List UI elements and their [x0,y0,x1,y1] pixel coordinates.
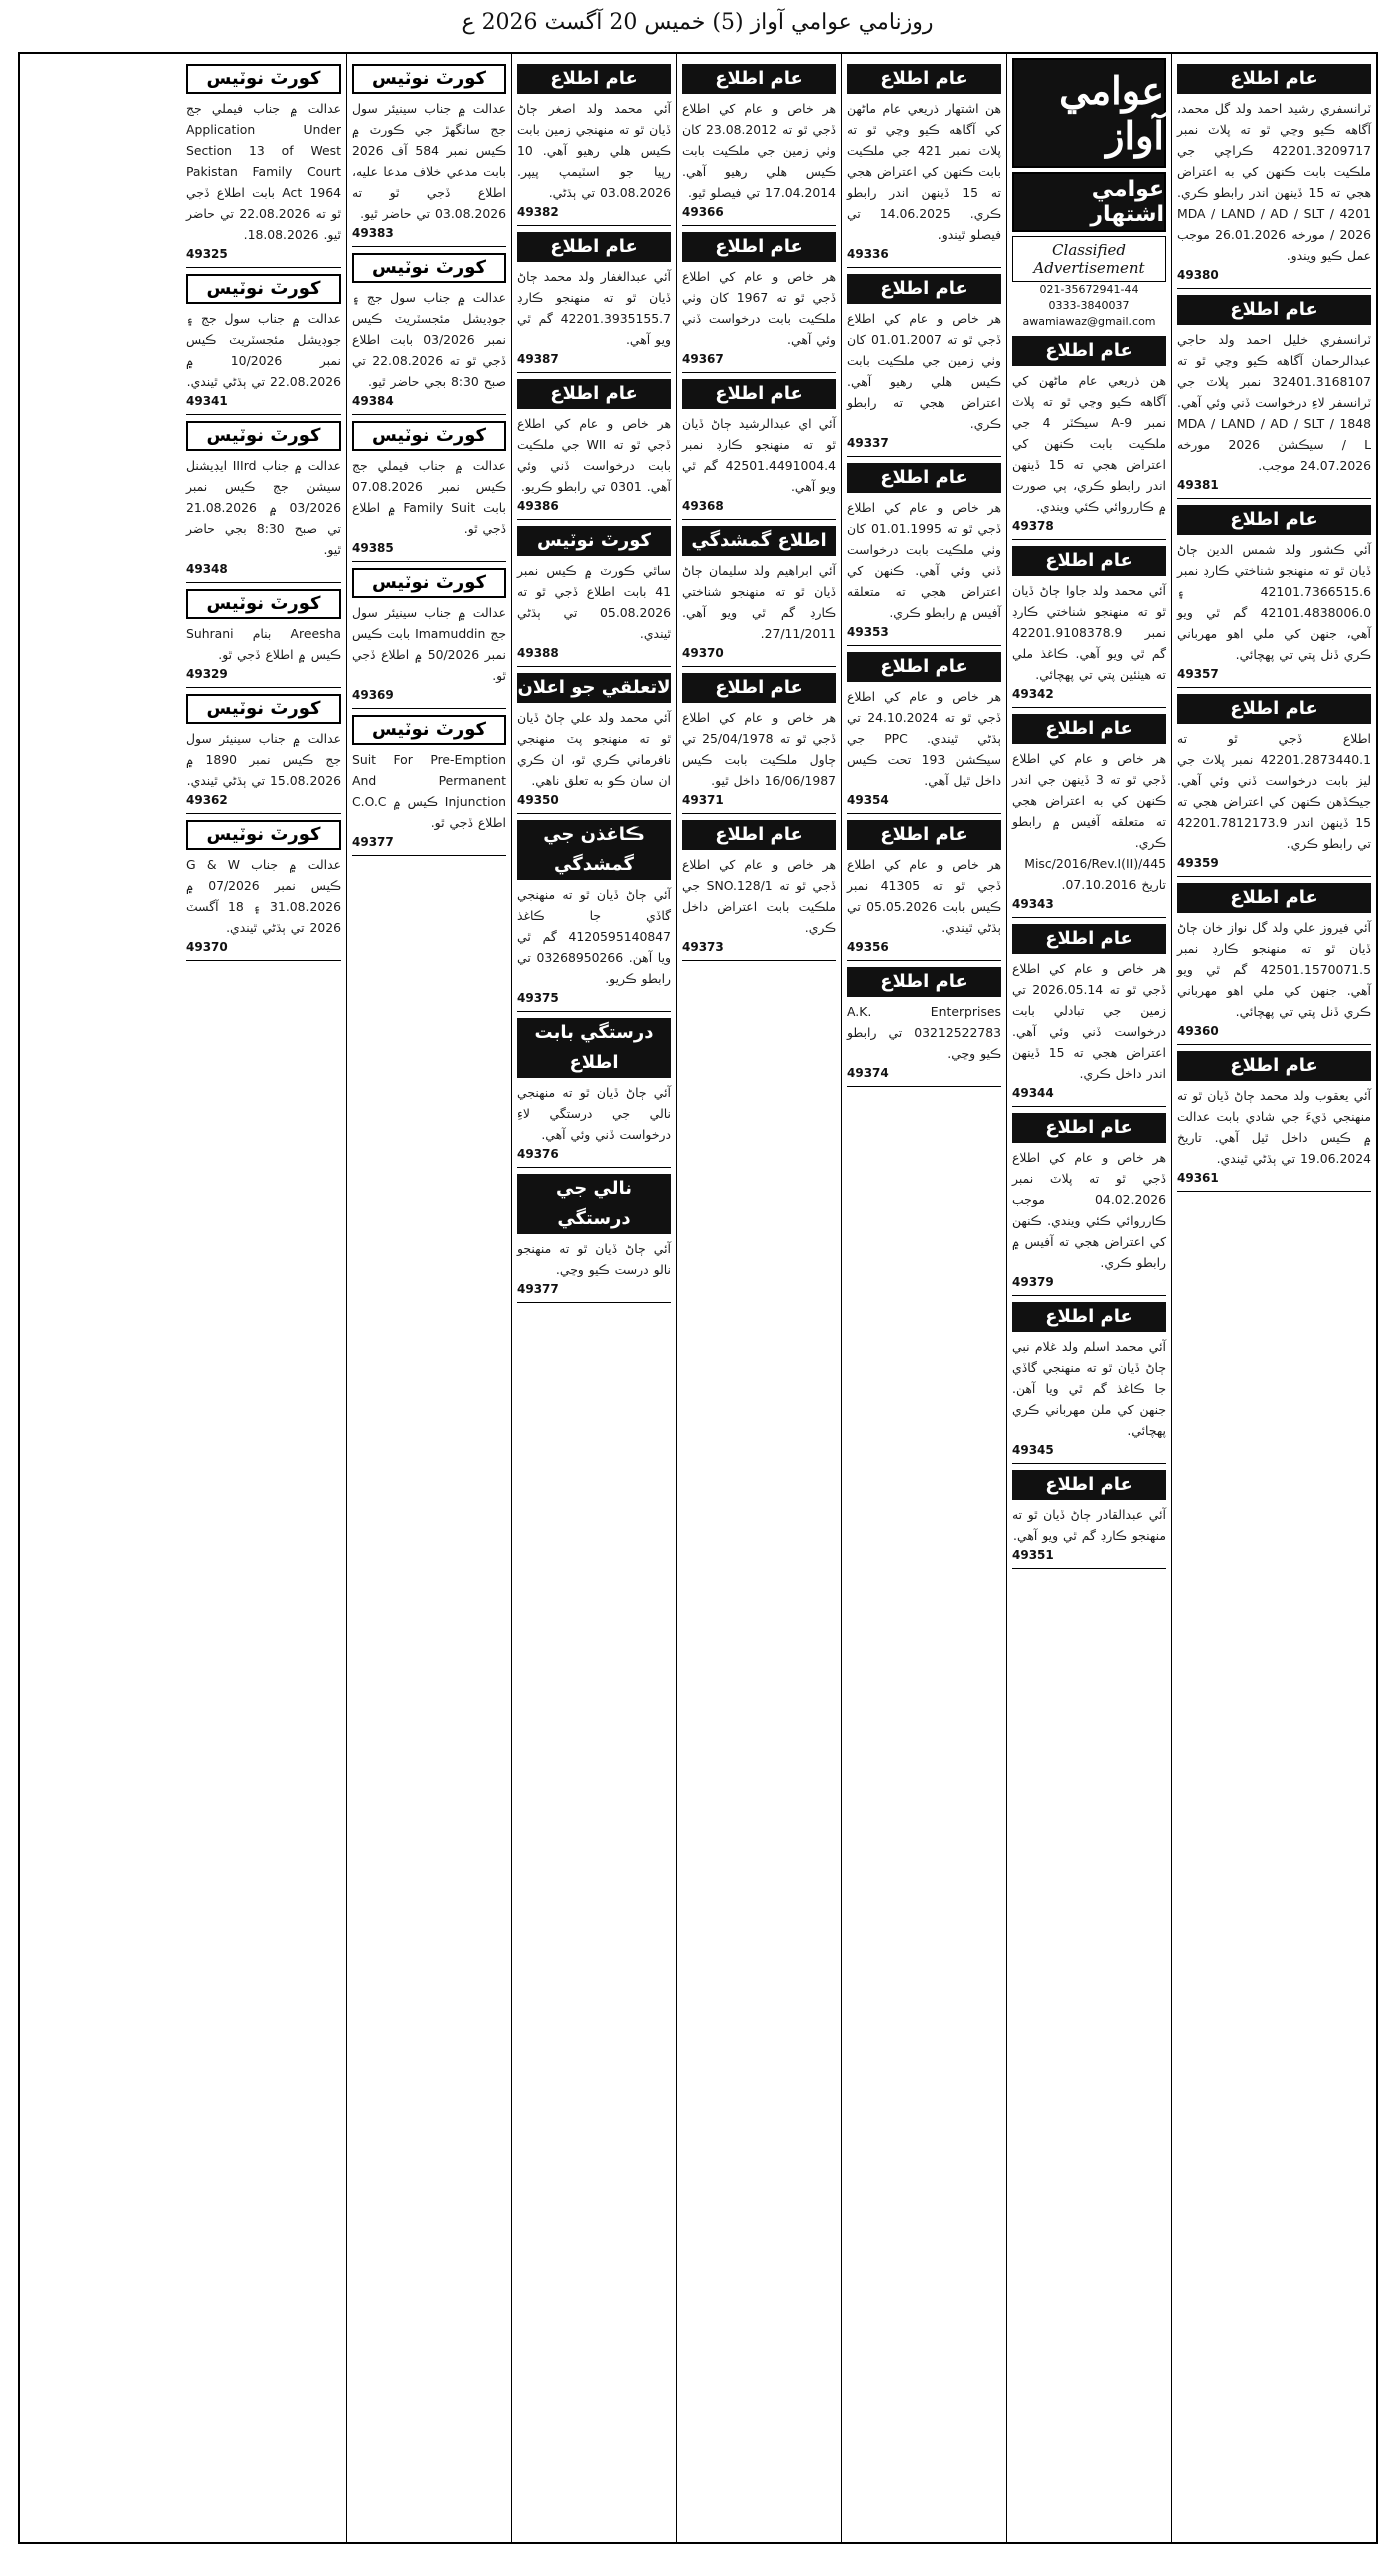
column-1 [1171,54,1376,2542]
ad-body: هر خاص و عام کي اطلاع ڏجي ٿو ته 3 ڏينهن جي اندر ڪنهن کي به اعتراض هجي ته متعلقه آفيس ۾ رابطو ڪري. Misc/2016/Rev.I(II)/445 تاريخ 07.10.2016. [1012,751,1166,892]
ad-number: 49357 [1177,667,1219,681]
ad-body: عدالت ۾ جناب سينيئر سول جج سانگهڙ جي ڪورٽ ۾ ڪيس نمبر 584 آف 2026 بابت مدعي خلاف مدعا عليه، اطلاع ڏجي ٿو ته 03.08.2026 تي حاضر ٿيو. [352,101,507,221]
ad-divider [517,225,671,226]
ad-number: 49371 [682,793,724,807]
ad-heading: کورٽ نوٽيس [186,694,341,724]
ad-body: آئي عبدالغفار ولد محمد ڄاڻ ڏيان ٿو ته منهنجو ڪارڊ 42201.3935155.7 گم ٿي ويو آهي. [517,269,671,347]
ad-body: هر خاص و عام کي اطلاع ڏجي ٿو ته 41305 نمبر ڪيس بابت 05.05.2026 تي ٻڌڻي ٿيندي. [847,857,1001,935]
ad-heading: کورٽ نوٽيس [186,421,341,451]
ad-body: Suit For Pre-Emption And Permanent Injunction ڪيس ۾ C.O.C اطلاع ڏجي ٿو. [352,752,506,830]
ad-body: عدالت ۾ جناب فيملي جج ڪيس نمبر 07.08.2026 بابت Family Suit ۾ اطلاع ڏجي ٿو. [352,458,507,536]
classified-label: Classified Advertisement [1012,236,1166,282]
ad-body: آئي فيروز علي ولد گل نواز خان ڄاڻ ڏيان ٿو ته منهنجو ڪارڊ نمبر 42501.1570071.5 گم ٿي ويو آهي. جنهن کي ملي اهو مهرباني ڪري ڏنل پتي تي پهچائي. [1177,920,1371,1019]
ad-number: 49377 [517,1282,559,1296]
ad-divider [682,666,836,667]
ad-number: 49342 [1012,687,1054,701]
ad-heading: عام اطلاع [1177,883,1371,913]
ad-divider [517,666,671,667]
ad-number: 49368 [682,499,724,513]
ad-divider [186,960,341,961]
ad-heading: عام اطلاع [682,673,836,703]
ad-number: 49373 [682,940,724,954]
ads-grid [18,52,1378,2544]
ad-body: هر خاص و عام کي اطلاع ڏجي ٿو ته 01.01.2007 کان وٺي زمين جي ملڪيت بابت ڪيس هلي رهيو آهي. اعتراض هجي ته رابطو ڪري. [847,311,1001,431]
brand-subtitle: عوامي اشتهار [1090,177,1164,227]
ad-heading: کورٽ نوٽيس [352,421,506,451]
ad-heading: عام اطلاع [847,652,1001,682]
ad-number: 49356 [847,940,889,954]
ad-body: عدالت ۾ جناب فيملي جج Application Under Section 13 of West Pakistan Family Court Act 1964 بابت اطلاع ڏجي ٿو ته 22.08.2026 تي حاضر ٿيو. 18.08.2026. [186,101,341,242]
ad-body: آئي ڪشور ولد شمس الدين ڄاڻ ڏيان ٿو ته منهنجو شناختي ڪارڊ نمبر 42101.7366515.6 ۽ 42101.4838006.0 گم ٿي ويو آهي، جنهن کي ملي اهو مهرباني ڪري ڏنل پتي تي پهچائي. [1177,542,1371,662]
ad-heading: عام اطلاع [517,379,671,409]
ad-heading: عام اطلاع [1012,714,1166,744]
ad-number: 49341 [186,394,228,408]
ad-divider [847,267,1001,268]
ad-number: 49376 [517,1147,559,1161]
ad-body: آئي ڄاڻ ڏيان ٿو ته منهنجي نالي جي درستگي لاءِ درخواست ڏني وئي آهي. [517,1085,671,1142]
ad-body: ساٿي ڪورٽ ۾ ڪيس نمبر 41 بابت اطلاع ڏجي ٿو ته 05.08.2026 تي ٻڌڻي ٿيندي. [517,563,671,641]
ad-number: 49351 [1012,1548,1054,1562]
ad-heading: عام اطلاع [847,64,1001,94]
ad-body: هر خاص و عام کي اطلاع ڏجي ٿو ته WII جي ملڪيت بابت درخواست ڏني وئي آهي. 0301 تي رابطو ڪريو. [517,416,671,494]
ad-heading: کورٽ نوٽيس [352,568,506,598]
ad-divider [517,1302,671,1303]
ad-number: 49366 [682,205,724,219]
ad-number: 49387 [517,352,559,366]
ad-body: آئي اي عبدالرشيد ڄاڻ ڏيان ٿو ته منهنجو ڪارڊ نمبر 42501.4491004.4 گم ٿي ويو آهي. [682,416,836,494]
brand-email: awamiawaz@gmail.com [1022,315,1156,328]
ad-number: 49354 [847,793,889,807]
ad-body: اطلاع ڏجي ٿو ته 42201.2873440.1 نمبر پلاٽ جي ليز بابت درخواست ڏني وئي آهي. جيڪڏهن ڪنهن کي اعتراض هجي ته 15 ڏينهن اندر 42201.7812173.9 تي رابطو ڪري. [1177,731,1371,851]
ad-number: 49369 [352,688,394,702]
ad-divider [352,708,506,709]
ad-divider [847,1086,1001,1087]
brand-logo [1012,58,1166,168]
ad-body: هر خاص و عام کي اطلاع ڏجي ٿو ته SNO.128/1 جي ملڪيت بابت اعتراض داخل ڪري. [682,857,836,935]
ad-heading: عام اطلاع [1012,924,1166,954]
ad-divider [682,519,836,520]
ad-number: 49377 [352,835,394,849]
ad-number: 49360 [1177,1024,1219,1038]
ad-divider [847,813,1001,814]
ad-body: ٽرانسفري رشيد احمد ولد گل محمد، آگاهه ڪيو وڃي ٿو ته پلاٽ نمبر 42201.3209717 ڪراچي جي ملڪيت بابت ڪنهن کي به اعتراض هجي ته 15 ڏينهن اندر رابطو ڪري. MDA / LAND / AD / SLT / 4201 / 2026 مورخه 26.01.2026 موجب عمل ڪيو ويندو. [1177,101,1371,263]
ad-heading: کورٽ نوٽيس [517,526,671,556]
ad-body: عدالت ۾ جناب سينيئر سول جج Imamuddin بابت ڪيس نمبر 50/2026 ۾ اطلاع ڏجي ٿو. [352,605,506,683]
column-7 [181,54,346,2542]
ad-heading: عام اطلاع [1012,1470,1166,1500]
ad-divider [1012,539,1166,540]
ad-divider [682,225,836,226]
column-2 [1006,54,1171,2542]
ad-divider [186,687,341,688]
ad-divider [682,813,836,814]
ad-heading: لاتعلقي جو اعلان [517,673,671,703]
ad-divider [517,519,671,520]
ad-number: 49344 [1012,1086,1054,1100]
ad-heading: عام اطلاع [1177,505,1371,535]
ad-body: آئي يعقوب ولد محمد ڄاڻ ڏيان ٿو ته منهنجي ڌيءَ جي شادي بابت عدالت ۾ ڪيس داخل ٿيل آهي. تاريخ 19.06.2024 تي ٻڌڻي ٿيندي. [1177,1088,1371,1166]
brand-name: عوامي آواز [1059,68,1164,158]
ad-divider [1177,876,1371,877]
ad-number: 49378 [1012,519,1054,533]
ad-divider [1177,288,1371,289]
ad-number: 49367 [682,352,724,366]
column-4 [676,54,841,2542]
ad-number: 49380 [1177,268,1219,282]
ad-heading: عام اطلاع [682,64,836,94]
ad-heading: عام اطلاع [847,967,1001,997]
ad-body: هر خاص و عام کي اطلاع ڏجي ٿو ته 24.10.2024 تي ٻڌڻي ٿيندي. PPC جي سيڪشن 193 تحت ڪيس داخل ٿيل آهي. [847,689,1001,788]
ad-number: 49325 [186,247,228,261]
ad-heading: عام اطلاع [1012,336,1166,366]
ad-number: 49337 [847,436,889,450]
ad-heading: عام اطلاع [682,232,836,262]
ad-body: آئي محمد ولد علي ڄاڻ ڏيان ٿو ته منهنجو پٽ منهنجي نافرماني ڪري ٿو، ان ڪري ان سان ڪو به تعلق ناهي. [517,710,671,788]
ad-number: 49370 [682,646,724,660]
ad-number: 49381 [1177,478,1219,492]
ad-number: 49345 [1012,1443,1054,1457]
ad-number: 49343 [1012,897,1054,911]
column-6 [346,54,511,2542]
ad-heading: عام اطلاع [682,379,836,409]
ad-heading: نالي جي درستگي [517,1174,671,1234]
ad-divider [682,960,836,961]
ad-divider [517,813,671,814]
ad-heading: ڪاغذن جي گمشدگي [517,820,671,880]
ad-number: 49336 [847,247,889,261]
ad-body: هر خاص و عام کي اطلاع ڏجي ٿو ته 01.01.1995 کان وٺي ملڪيت بابت درخواست ڏني وئي آهي. ڪنهن کي اعتراض هجي ته متعلقه آفيس ۾ رابطو ڪري. [847,500,1001,620]
ad-divider [517,1011,671,1012]
ad-divider [352,246,506,247]
ad-heading: کورٽ نوٽيس [186,274,341,304]
ad-heading: عام اطلاع [1177,1051,1371,1081]
ad-divider [186,414,341,415]
ad-heading: اطلاع گمشدگي [682,526,836,556]
ad-divider [1012,1463,1166,1464]
ad-body: آئي ڄاڻ ڏيان ٿو ته منهنجو نالو درست ڪيو وڃي. [517,1241,671,1277]
ad-body: هر خاص و عام کي اطلاع ڏجي ٿو ته 2026.05.14 تي زمين جي تبادلي بابت درخواست ڏني وئي آهي. اعتراض هجي ته 15 ڏينهن اندر داخل ڪري. [1012,961,1166,1081]
ad-number: 49362 [186,793,228,807]
ad-heading: کورٽ نوٽيس [186,589,341,619]
ad-divider [1177,1191,1371,1192]
ad-number: 49379 [1012,1275,1054,1289]
page-masthead: روزنامي عوامي آواز (5) خميس 20 آگسٽ 2026 ع [461,10,934,35]
ad-body: A.K. Enterprises 03212522783 تي رابطو ڪيو وڃي. [847,1004,1001,1061]
ad-body: عدالت ۾ جناب سول جج ۽ جوڊيشل مئجسٽريٽ ڪيس نمبر 10/2026 ۾ 22.08.2026 تي ٻڌڻي ٿيندي. [186,311,341,389]
ad-body: عدالت ۾ جناب G & W ڪيس نمبر 07/2026 ۾ 31.08.2026 ۽ 18 آگسٽ 2026 تي ٻڌڻي ٿيندي. [186,857,341,935]
ad-body: آئي محمد اسلم ولد غلام نبي ڄاڻ ڏيان ٿو ته منهنجي گاڏي جا ڪاغذ گم ٿي ويا آهن. جنهن کي ملن مهرباني ڪري پهچائي. [1012,1339,1166,1438]
ad-divider [517,1167,671,1168]
ad-heading: عام اطلاع [1012,1113,1166,1143]
ad-number: 49370 [186,940,228,954]
ad-heading: عام اطلاع [1177,64,1371,94]
ad-divider [1012,1568,1166,1569]
ad-body: ٽرانسفري خليل احمد ولد حاجي عبدالرحمان آگاهه ڪيو وڃي ٿو ته 32401.3168107 نمبر پلاٽ جي ٽرانسفر لاءِ درخواست ڏني وئي آهي. MDA / LAND / AD / SLT / 1848 / L سيڪشن 2026 مورخه 24.07.2026 موجب. [1177,332,1371,473]
ad-number: 49385 [352,541,394,555]
ad-body: آئي ڄاڻ ڏيان ٿو ته منهنجي گاڏي جا ڪاغذ 4120595140847 گم ٿي ويا آهن. 03268950266 تي رابطو ڪريو. [517,887,672,986]
ad-heading: عام اطلاع [1177,694,1371,724]
column-5 [511,54,676,2542]
ad-body: آئي محمد ولد اصغر ڄاڻ ڏيان ٿو ته منهنجي زمين بابت ڪيس هلي رهيو آهي. 10 رپيا جو اسٽيمپ پيپر. 03.08.2026 تي ٻڌڻي. [517,101,671,200]
ad-body: هر خاص و عام کي اطلاع ڏجي ٿو ته 1967 کان وٺي ملڪيت بابت درخواست ڏني وئي آهي. [682,269,836,347]
ad-divider [352,414,506,415]
ad-body: هر خاص و عام کي اطلاع ڏجي ٿو ته پلاٽ نمبر 04.02.2026 موجب ڪارروائي ڪئي ويندي. ڪنهن کي اعتراض هجي ته آفيس ۾ رابطو ڪري. [1012,1150,1166,1270]
ad-divider [517,372,671,373]
column-3 [841,54,1006,2542]
ad-number: 49353 [847,625,889,639]
ad-number: 49375 [517,991,559,1005]
ad-heading: کورٽ نوٽيس [352,64,506,94]
ad-number: 49359 [1177,856,1219,870]
ad-heading: کورٽ نوٽيس [352,253,506,283]
ad-body: هن ذريعي عام ماڻهن کي آگاهه ڪيو وڃي ٿو ته پلاٽ نمبر 9-A سيڪٽر 4 جي ملڪيت بابت ڪنهن کي اعتراض هجي ته 15 ڏينهن اندر رابطو ڪري، ٻي صورت ۾ ڪارروائي ڪئي ويندي. [1012,373,1166,514]
brand-phone-1: 021-35672941-44 [1039,283,1139,296]
ad-divider [1012,917,1166,918]
ad-heading: عام اطلاع [517,232,671,262]
ad-divider [847,960,1001,961]
ad-divider [352,561,506,562]
ad-divider [847,456,1001,457]
ad-number: 49348 [186,562,228,576]
ad-number: 49388 [517,646,559,660]
brand-phone-2: 0333-3840037 [1048,299,1130,312]
ad-body: هر خاص و عام کي اطلاع ڏجي ٿو ته 25/04/1978 تي ڄاول ملڪيت بابت ڪيس 16/06/1987 داخل ٿيو. [682,710,837,788]
ad-heading: عام اطلاع [682,820,836,850]
ad-heading: عام اطلاع [847,820,1001,850]
ad-divider [352,855,506,856]
ad-body: آئي ابراهيم ولد سليمان ڄاڻ ڏيان ٿو ته منهنجو شناختي ڪارڊ گم ٿي ويو آهي. 27/11/2011. [682,563,836,641]
ad-number: 49386 [517,499,559,513]
ad-body: آئي محمد ولد جاوا ڄاڻ ڏيان ٿو ته منهنجو شناختي ڪارڊ نمبر 42201.9108378.9 گم ٿي ويو آهي. ڪاغذ ملي ته هيٺئين پتي تي پهچائي. [1012,583,1166,682]
ad-divider [186,813,341,814]
ad-body: هن اشتهار ذريعي عام ماڻهن کي آگاهه ڪيو وڃي ٿو ته پلاٽ نمبر 421 جي ملڪيت بابت ڪنهن کي اعتراض هجي ته 15 ڏينهن اندر رابطو ڪري. 14.06.2025 تي فيصلو ٿيندو. [847,101,1002,242]
ad-divider [682,372,836,373]
ad-heading: عام اطلاع [1177,295,1371,325]
ad-divider [847,645,1001,646]
ad-body: عدالت ۾ جناب IIIrd ايڊيشنل سيشن جج ڪيس نمبر 03/2026 ۾ 21.08.2026 تي صبح 8:30 بجي حاضر ٿيو. [186,458,341,557]
brand-block [1012,58,1166,330]
ad-divider [1177,498,1371,499]
ad-body: عدالت ۾ جناب سينيئر سول جج ڪيس نمبر 1890 ۾ 15.08.2026 تي ٻڌڻي ٿيندي. [186,731,341,788]
ad-number: 49384 [352,394,394,408]
ad-body: آئي عبدالقادر ڄاڻ ڏيان ٿو ته منهنجو ڪارڊ گم ٿي ويو آهي. [1012,1507,1166,1543]
ad-heading: کورٽ نوٽيس [186,820,341,850]
ad-heading: عام اطلاع [517,64,671,94]
ad-divider [1012,1295,1166,1296]
ad-number: 49350 [517,793,559,807]
ad-heading: عام اطلاع [847,463,1001,493]
ad-heading: کورٽ نوٽيس [186,64,341,94]
ad-divider [186,582,341,583]
ad-body: عدالت ۾ جناب سول جج ۽ جوڊيشل مئجسٽريٽ ڪيس نمبر 03/2026 بابت اطلاع ڏجي ٿو ته 22.08.2026 تي صبح 8:30 بجي حاضر ٿيو. [352,290,506,389]
ad-body: هر خاص و عام کي اطلاع ڏجي ٿو ته 23.08.2012 کان وٺي زمين جي ملڪيت بابت ڪيس هلي رهيو آهي. 17.04.2014 تي فيصلو ٿيو. [682,101,836,200]
ad-heading: کورٽ نوٽيس [352,715,506,745]
ad-divider [1177,1044,1371,1045]
ad-number: 49382 [517,205,559,219]
ad-divider [186,267,341,268]
ad-number: 49329 [186,667,228,681]
ad-heading: عام اطلاع [1012,1302,1166,1332]
ad-number: 49374 [847,1066,889,1080]
ad-divider [1012,1106,1166,1107]
ad-divider [1012,707,1166,708]
ad-number: 49383 [352,226,394,240]
ad-divider [1177,687,1371,688]
ad-heading: درستگي بابت اطلاع [517,1018,671,1078]
ad-heading: عام اطلاع [847,274,1001,304]
ad-body: Areesha بنام Suhrani ڪيس ۾ اطلاع ڏجي ٿو. [186,626,341,662]
brand-subtitle-box [1012,172,1166,232]
ad-heading: عام اطلاع [1012,546,1166,576]
ad-number: 49361 [1177,1171,1219,1185]
